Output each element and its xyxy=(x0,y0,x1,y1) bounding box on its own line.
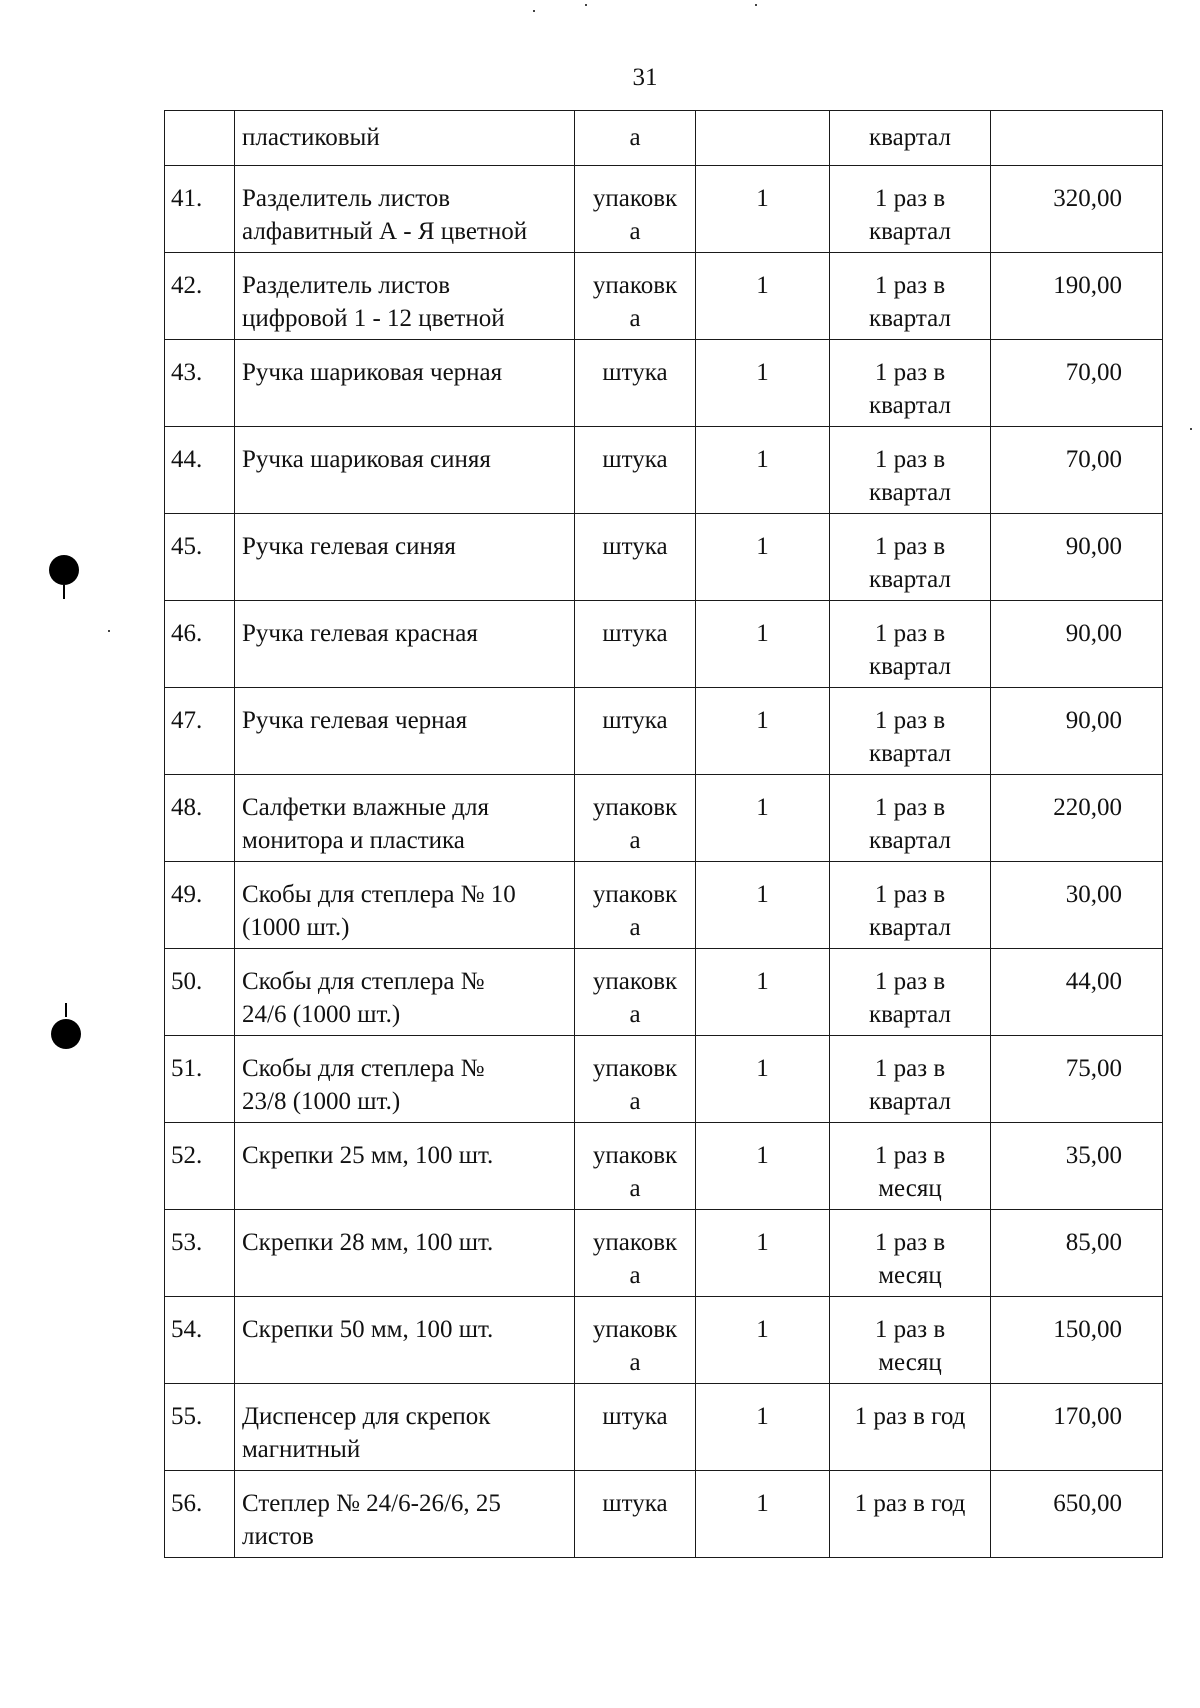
price-cell xyxy=(991,111,1163,166)
unit-cell-line: штука xyxy=(602,446,668,473)
price-cell xyxy=(991,688,1163,775)
frequency-cell-line: 1 раз в xyxy=(874,446,946,473)
unit-cell xyxy=(575,775,696,862)
price-cell-text: 90,00 xyxy=(1065,707,1122,734)
unit-cell-line: упаковк xyxy=(592,1316,678,1343)
item-name-cell-line: 23/8 (1000 шт.) xyxy=(242,1088,401,1115)
item-name-cell-line: цифровой 1 - 12 цветной xyxy=(242,305,505,332)
table-row xyxy=(165,1471,1163,1558)
price-cell xyxy=(991,166,1163,253)
price-cell-text: 150,00 xyxy=(1053,1316,1122,1343)
unit-cell xyxy=(575,1036,696,1123)
item-number-cell xyxy=(165,340,235,427)
table-row xyxy=(165,166,1163,253)
quantity-cell-text: 1 xyxy=(756,1316,769,1343)
price-cell xyxy=(991,340,1163,427)
frequency-cell xyxy=(830,601,991,688)
unit-cell-line: упаковк xyxy=(592,794,678,821)
item-name-cell-line: Ручка гелевая черная xyxy=(242,707,468,734)
item-name-cell xyxy=(235,166,575,253)
item-name-cell-line: Диспенсер для скрепок xyxy=(242,1403,491,1430)
binder-hole-mark xyxy=(49,555,79,585)
quantity-cell-text: 1 xyxy=(756,968,769,995)
item-name-cell-line: Скобы для степлера № xyxy=(242,968,485,995)
quantity-cell xyxy=(696,601,830,688)
frequency-cell-line: 1 раз в год xyxy=(854,1490,966,1517)
price-cell-text: 35,00 xyxy=(1065,1142,1122,1169)
quantity-cell xyxy=(696,340,830,427)
scan-speck xyxy=(108,630,110,632)
unit-cell-line: упаковк xyxy=(592,1055,678,1082)
item-name-cell-line: алфавитный А - Я цветной xyxy=(242,218,528,245)
quantity-cell-text: 1 xyxy=(756,1490,769,1517)
price-cell-text: 190,00 xyxy=(1053,272,1122,299)
unit-cell-line: а xyxy=(629,1349,641,1376)
item-number-cell xyxy=(165,166,235,253)
table-row xyxy=(165,862,1163,949)
price-cell-text: 85,00 xyxy=(1065,1229,1122,1256)
quantity-cell xyxy=(696,1297,830,1384)
frequency-cell-line: 1 раз в xyxy=(874,794,946,821)
unit-cell-line: а xyxy=(629,218,641,245)
item-name-cell-line: Разделитель листов xyxy=(242,272,451,299)
unit-cell-line: штука xyxy=(602,620,668,647)
item-name-cell-line: Ручка шариковая синяя xyxy=(242,446,491,473)
price-cell-text: 220,00 xyxy=(1053,794,1122,821)
frequency-cell-line: 1 раз в xyxy=(874,1316,946,1343)
unit-cell xyxy=(575,111,696,166)
quantity-cell xyxy=(696,514,830,601)
unit-cell-line: упаковк xyxy=(592,968,678,995)
frequency-cell xyxy=(830,1210,991,1297)
item-name-cell-line: монитора и пластика xyxy=(242,827,465,854)
item-name-cell-line: (1000 шт.) xyxy=(242,914,350,941)
item-name-cell xyxy=(235,1210,575,1297)
price-cell xyxy=(991,862,1163,949)
item-name-cell xyxy=(235,949,575,1036)
unit-cell-line: упаковк xyxy=(592,881,678,908)
unit-cell xyxy=(575,1471,696,1558)
quantity-cell-text: 1 xyxy=(756,794,769,821)
unit-cell xyxy=(575,166,696,253)
binder-hole-tick xyxy=(63,585,65,599)
frequency-cell-line: 1 раз в xyxy=(874,272,946,299)
unit-cell-line: а xyxy=(629,305,641,332)
unit-cell-line: штука xyxy=(602,707,668,734)
item-number-cell xyxy=(165,427,235,514)
item-number-cell-text: 51. xyxy=(171,1055,203,1082)
item-number-cell-text: 43. xyxy=(171,359,203,386)
price-cell-text: 170,00 xyxy=(1053,1403,1122,1430)
price-cell xyxy=(991,601,1163,688)
frequency-cell-line: квартал xyxy=(869,653,951,680)
item-name-cell xyxy=(235,514,575,601)
frequency-cell xyxy=(830,340,991,427)
frequency-cell-line: месяц xyxy=(878,1349,942,1376)
quantity-cell xyxy=(696,1384,830,1471)
unit-cell xyxy=(575,862,696,949)
unit-cell xyxy=(575,688,696,775)
item-number-cell-text: 53. xyxy=(171,1229,203,1256)
item-number-cell-text: 55. xyxy=(171,1403,203,1430)
item-number-cell-text: 46. xyxy=(171,620,203,647)
table-row xyxy=(165,427,1163,514)
unit-cell-line: штука xyxy=(602,1490,668,1517)
price-cell-text: 30,00 xyxy=(1065,881,1122,908)
item-number-cell-text: 56. xyxy=(171,1490,203,1517)
unit-cell xyxy=(575,340,696,427)
frequency-cell-line: 1 раз в год xyxy=(854,1403,966,1430)
quantity-cell-text: 1 xyxy=(756,533,769,560)
frequency-cell xyxy=(830,1297,991,1384)
unit-cell-line: а xyxy=(629,914,641,941)
item-name-cell xyxy=(235,340,575,427)
frequency-cell-line: квартал xyxy=(869,124,951,151)
unit-cell xyxy=(575,1297,696,1384)
unit-cell xyxy=(575,1384,696,1471)
unit-cell-line: а xyxy=(629,1088,641,1115)
quantity-cell xyxy=(696,166,830,253)
unit-cell-line: упаковк xyxy=(592,272,678,299)
unit-cell xyxy=(575,949,696,1036)
table-row xyxy=(165,514,1163,601)
table-row xyxy=(165,340,1163,427)
price-cell-text: 70,00 xyxy=(1065,359,1122,386)
page-number: 31 xyxy=(632,64,658,91)
frequency-cell-line: 1 раз в xyxy=(874,1229,946,1256)
frequency-cell-line: 1 раз в xyxy=(874,185,946,212)
unit-cell-line: штука xyxy=(602,533,668,560)
unit-cell xyxy=(575,514,696,601)
frequency-cell xyxy=(830,111,991,166)
frequency-cell-line: квартал xyxy=(869,218,951,245)
quantity-cell-text: 1 xyxy=(756,1229,769,1256)
quantity-cell-text: 1 xyxy=(756,1403,769,1430)
item-name-cell-line: Степлер № 24/6-26/6, 25 xyxy=(242,1490,501,1517)
item-name-cell-line: Ручка гелевая синяя xyxy=(242,533,456,560)
unit-cell-line: а xyxy=(629,124,641,151)
frequency-cell-line: 1 раз в xyxy=(874,359,946,386)
frequency-cell xyxy=(830,862,991,949)
item-name-cell xyxy=(235,1471,575,1558)
price-cell xyxy=(991,1210,1163,1297)
frequency-cell xyxy=(830,775,991,862)
frequency-cell-line: квартал xyxy=(869,479,951,506)
frequency-cell-line: квартал xyxy=(869,1001,951,1028)
scan-speck xyxy=(755,4,757,6)
frequency-cell-line: 1 раз в xyxy=(874,968,946,995)
table-row xyxy=(165,1036,1163,1123)
quantity-cell xyxy=(696,1036,830,1123)
item-name-cell-line: магнитный xyxy=(242,1436,361,1463)
price-cell xyxy=(991,1384,1163,1471)
quantity-cell-text: 1 xyxy=(756,881,769,908)
item-number-cell xyxy=(165,862,235,949)
quantity-cell-text: 1 xyxy=(756,446,769,473)
frequency-cell-line: 1 раз в xyxy=(874,881,946,908)
frequency-cell-line: квартал xyxy=(869,827,951,854)
frequency-cell xyxy=(830,253,991,340)
unit-cell xyxy=(575,253,696,340)
item-number-cell-text: 47. xyxy=(171,707,203,734)
frequency-cell-line: 1 раз в xyxy=(874,1142,946,1169)
table-row xyxy=(165,1210,1163,1297)
price-cell-text: 44,00 xyxy=(1065,968,1122,995)
quantity-cell xyxy=(696,1123,830,1210)
price-cell xyxy=(991,1297,1163,1384)
item-name-cell xyxy=(235,862,575,949)
quantity-cell-text: 1 xyxy=(756,1142,769,1169)
unit-cell-line: штука xyxy=(602,1403,668,1430)
item-name-cell xyxy=(235,1297,575,1384)
table-row xyxy=(165,688,1163,775)
unit-cell-line: а xyxy=(629,827,641,854)
scan-speck xyxy=(533,10,535,12)
item-number-cell-text: 44. xyxy=(171,446,203,473)
frequency-cell-line: месяц xyxy=(878,1175,942,1202)
item-name-cell xyxy=(235,427,575,514)
unit-cell-line: упаковк xyxy=(592,185,678,212)
frequency-cell-line: 1 раз в xyxy=(874,620,946,647)
frequency-cell xyxy=(830,949,991,1036)
quantity-cell xyxy=(696,862,830,949)
frequency-cell xyxy=(830,1384,991,1471)
quantity-cell xyxy=(696,1210,830,1297)
price-cell xyxy=(991,253,1163,340)
item-number-cell xyxy=(165,1036,235,1123)
scan-speck xyxy=(1190,428,1192,430)
unit-cell xyxy=(575,427,696,514)
item-number-cell xyxy=(165,949,235,1036)
unit-cell-line: а xyxy=(629,1001,641,1028)
item-name-cell xyxy=(235,1123,575,1210)
price-cell-text: 90,00 xyxy=(1065,533,1122,560)
unit-cell xyxy=(575,1210,696,1297)
item-number-cell xyxy=(165,514,235,601)
item-name-cell xyxy=(235,775,575,862)
item-name-cell-line: Скрепки 28 мм, 100 шт. xyxy=(242,1229,494,1256)
frequency-cell-line: квартал xyxy=(869,392,951,419)
unit-cell-line: упаковк xyxy=(592,1229,678,1256)
item-number-cell xyxy=(165,1297,235,1384)
item-name-cell xyxy=(235,688,575,775)
price-cell xyxy=(991,1036,1163,1123)
item-name-cell-line: Ручка гелевая красная xyxy=(242,620,478,647)
quantity-cell xyxy=(696,775,830,862)
unit-cell-line: упаковк xyxy=(592,1142,678,1169)
table-row xyxy=(165,253,1163,340)
item-name-cell-line: пластиковый xyxy=(242,124,380,151)
frequency-cell xyxy=(830,166,991,253)
item-number-cell xyxy=(165,1471,235,1558)
frequency-cell-line: месяц xyxy=(878,1262,942,1289)
price-cell-text: 650,00 xyxy=(1053,1490,1122,1517)
price-cell-text: 70,00 xyxy=(1065,446,1122,473)
table-row xyxy=(165,601,1163,688)
quantity-cell xyxy=(696,427,830,514)
binder-hole-tick xyxy=(65,1003,67,1017)
frequency-cell-line: квартал xyxy=(869,740,951,767)
frequency-cell-line: 1 раз в xyxy=(874,707,946,734)
item-name-cell xyxy=(235,1384,575,1471)
price-cell xyxy=(991,775,1163,862)
item-name-cell-line: Скрепки 50 мм, 100 шт. xyxy=(242,1316,494,1343)
item-number-cell-text: 49. xyxy=(171,881,203,908)
item-number-cell-text: 41. xyxy=(171,185,203,212)
price-cell xyxy=(991,514,1163,601)
quantity-cell xyxy=(696,111,830,166)
price-cell-text: 320,00 xyxy=(1053,185,1122,212)
frequency-cell xyxy=(830,1471,991,1558)
quantity-cell-text: 1 xyxy=(756,620,769,647)
item-number-cell-text: 50. xyxy=(171,968,203,995)
table-row xyxy=(165,1384,1163,1471)
binder-hole-mark xyxy=(51,1019,81,1049)
price-cell-text: 90,00 xyxy=(1065,620,1122,647)
item-name-cell xyxy=(235,601,575,688)
item-number-cell xyxy=(165,1123,235,1210)
unit-cell-line: штука xyxy=(602,359,668,386)
item-name-cell-line: Скрепки 25 мм, 100 шт. xyxy=(242,1142,494,1169)
frequency-cell-line: квартал xyxy=(869,914,951,941)
item-number-cell-text: 45. xyxy=(171,533,203,560)
frequency-cell xyxy=(830,688,991,775)
item-number-cell xyxy=(165,601,235,688)
quantity-cell-text: 1 xyxy=(756,272,769,299)
quantity-cell xyxy=(696,949,830,1036)
table-row xyxy=(165,949,1163,1036)
frequency-cell-line: квартал xyxy=(869,1088,951,1115)
item-number-cell xyxy=(165,1384,235,1471)
item-name-cell-line: Разделитель листов xyxy=(242,185,451,212)
quantity-cell-text: 1 xyxy=(756,359,769,386)
item-name-cell-line: Скобы для степлера № 10 xyxy=(242,881,516,908)
item-name-cell-line: Скобы для степлера № xyxy=(242,1055,485,1082)
frequency-cell xyxy=(830,1036,991,1123)
item-number-cell xyxy=(165,1210,235,1297)
item-name-cell xyxy=(235,253,575,340)
frequency-cell xyxy=(830,1123,991,1210)
quantity-cell xyxy=(696,1471,830,1558)
table-row xyxy=(165,775,1163,862)
frequency-cell-line: квартал xyxy=(869,566,951,593)
table-row xyxy=(165,111,1163,166)
table-row xyxy=(165,1297,1163,1384)
unit-cell xyxy=(575,1123,696,1210)
quantity-cell-text: 1 xyxy=(756,1055,769,1082)
quantity-cell xyxy=(696,688,830,775)
item-number-cell-text: 42. xyxy=(171,272,203,299)
frequency-cell xyxy=(830,427,991,514)
item-name-cell-line: листов xyxy=(242,1523,314,1550)
table-row xyxy=(165,1123,1163,1210)
frequency-cell-line: квартал xyxy=(869,305,951,332)
item-number-cell-text: 52. xyxy=(171,1142,203,1169)
item-number-cell-text: 54. xyxy=(171,1316,203,1343)
item-number-cell xyxy=(165,775,235,862)
price-cell xyxy=(991,1471,1163,1558)
price-cell xyxy=(991,949,1163,1036)
item-number-cell-text: 48. xyxy=(171,794,203,821)
frequency-cell-line: 1 раз в xyxy=(874,533,946,560)
scan-speck xyxy=(585,4,587,6)
unit-cell-line: а xyxy=(629,1175,641,1202)
item-name-cell-line: Ручка шариковая черная xyxy=(242,359,503,386)
quantity-cell-text: 1 xyxy=(756,185,769,212)
item-name-cell xyxy=(235,111,575,166)
quantity-cell-text: 1 xyxy=(756,707,769,734)
unit-cell-line: а xyxy=(629,1262,641,1289)
quantity-cell xyxy=(696,253,830,340)
item-number-cell xyxy=(165,688,235,775)
item-number-cell xyxy=(165,111,235,166)
frequency-cell-line: 1 раз в xyxy=(874,1055,946,1082)
price-cell-text: 75,00 xyxy=(1065,1055,1122,1082)
price-cell xyxy=(991,1123,1163,1210)
unit-cell xyxy=(575,601,696,688)
price-cell xyxy=(991,427,1163,514)
item-name-cell xyxy=(235,1036,575,1123)
item-name-cell-line: 24/6 (1000 шт.) xyxy=(242,1001,401,1028)
item-number-cell xyxy=(165,253,235,340)
supplies-table xyxy=(164,110,1163,1558)
frequency-cell xyxy=(830,514,991,601)
item-name-cell-line: Салфетки влажные для xyxy=(242,794,489,821)
